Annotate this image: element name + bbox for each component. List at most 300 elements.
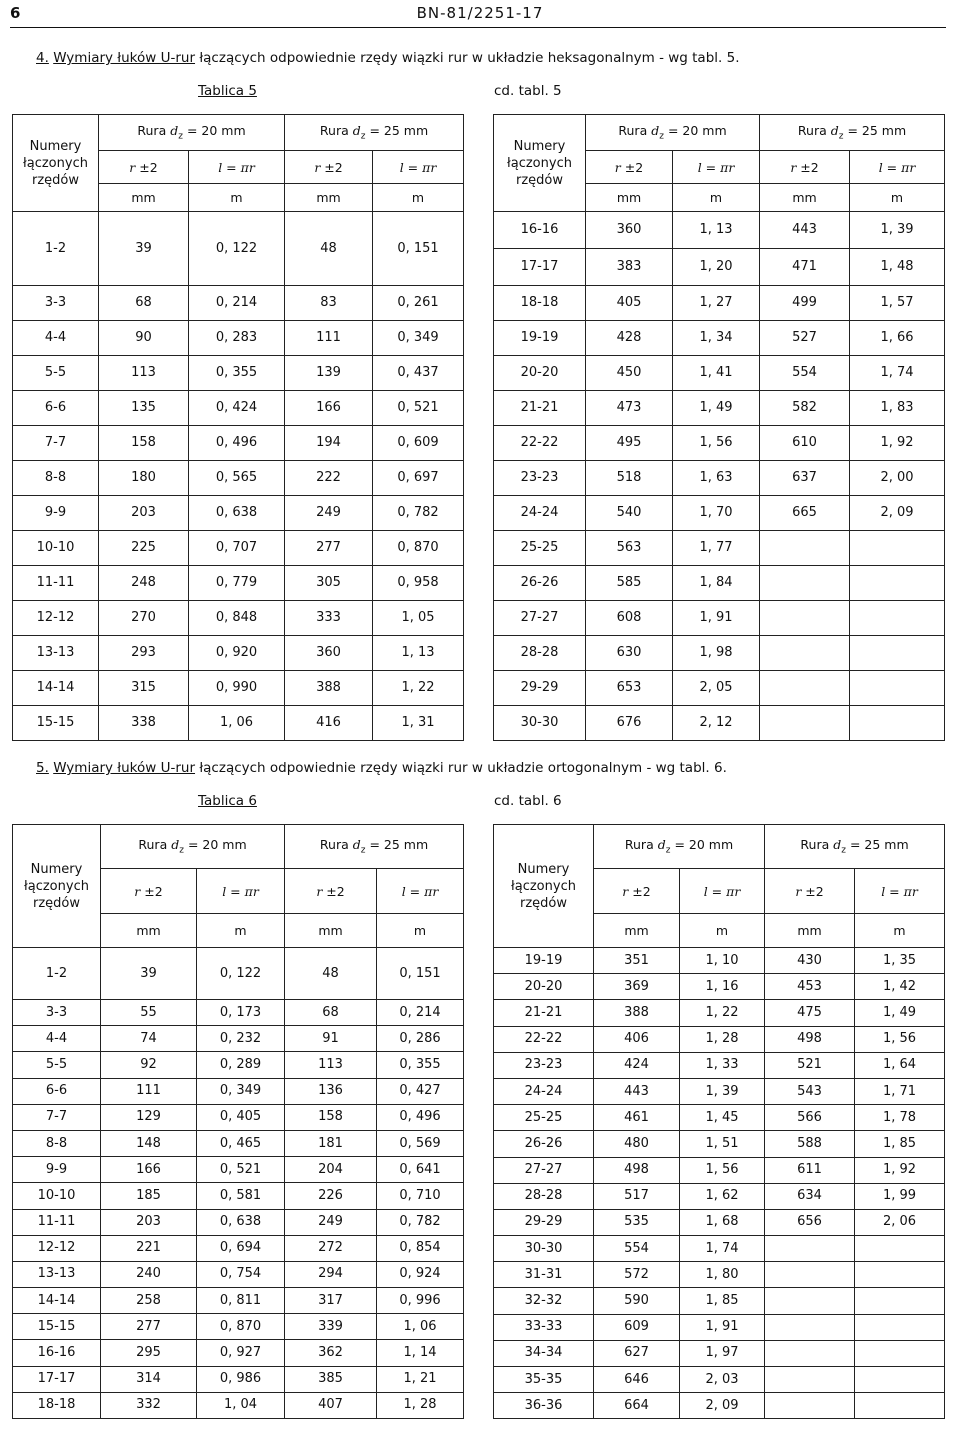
cell-l25: 1, 35: [855, 948, 945, 974]
header-row-label: Numery łączonych rzędów: [494, 825, 594, 948]
cell-r20: 495: [586, 426, 673, 461]
table-row: [494, 1262, 945, 1288]
cell-r20: 480: [594, 1131, 680, 1157]
cell-l25: 1, 21: [377, 1366, 464, 1392]
cell-l25: 0, 437: [373, 356, 464, 391]
cell-r20: 135: [99, 391, 189, 426]
table-row: [13, 1340, 464, 1366]
table-row: [494, 948, 945, 974]
cell-l25: 0, 569: [377, 1130, 464, 1156]
cell-l20: 1, 34: [673, 321, 760, 356]
cell-r25: 222: [285, 461, 373, 496]
cell-l20: 0, 122: [197, 948, 285, 1000]
cell-r20: 248: [99, 566, 189, 601]
cell-r25: 158: [285, 1104, 377, 1130]
table-row: [494, 1000, 945, 1026]
cell-r25: 656: [765, 1209, 855, 1235]
cell-r20: 428: [586, 321, 673, 356]
header-unit-m: m: [377, 913, 464, 947]
cell-r25: 305: [285, 566, 373, 601]
cell-l20: 1, 56: [680, 1157, 765, 1183]
cell-rows: 24-24: [494, 1078, 594, 1104]
cell-rows: 11-11: [13, 1209, 101, 1235]
cell-r20: 369: [594, 974, 680, 1000]
cell-r25: [765, 1236, 855, 1262]
cell-r20: 55: [101, 1000, 197, 1026]
table-row: [13, 706, 464, 741]
table-5-cont-caption: cd. tabl. 5: [494, 83, 562, 99]
cell-rows: 23-23: [494, 1052, 594, 1078]
table-row: [13, 1366, 464, 1392]
cell-l20: 0, 283: [189, 321, 285, 356]
cell-rows: 26-26: [494, 566, 586, 601]
header-r-25: r ±2: [765, 869, 855, 913]
cell-r20: 406: [594, 1026, 680, 1052]
section-5-title-underlined: Wymiary łuków U-rur: [53, 760, 196, 776]
cell-r25: [765, 1367, 855, 1393]
header-unit-m: m: [197, 913, 285, 947]
cell-l25: 1, 57: [850, 286, 945, 321]
table-6-caption: Tablica 6: [198, 793, 257, 809]
cell-rows: 31-31: [494, 1262, 594, 1288]
cell-r20: 74: [101, 1026, 197, 1052]
cell-rows: 16-16: [13, 1340, 101, 1366]
cell-l20: 1, 41: [673, 356, 760, 391]
cell-l25: 0, 710: [377, 1183, 464, 1209]
cell-r20: 646: [594, 1367, 680, 1393]
cell-l25: [850, 636, 945, 671]
cell-r25: [760, 636, 850, 671]
table-row: [13, 1314, 464, 1340]
cell-l20: 0, 779: [189, 566, 285, 601]
cell-l20: 1, 27: [673, 286, 760, 321]
cell-r25: [760, 601, 850, 636]
table-row: [494, 1340, 945, 1366]
cell-r20: 332: [101, 1392, 197, 1418]
cell-l25: [850, 671, 945, 706]
header-pipe-25: Rura $d_z = 25$ mm: [285, 115, 464, 151]
cell-r20: 518: [586, 461, 673, 496]
cell-r25: [765, 1393, 855, 1419]
cell-r25: 634: [765, 1183, 855, 1209]
cell-r20: 225: [99, 531, 189, 566]
cell-rows: 5-5: [13, 1052, 101, 1078]
cell-r25: 582: [760, 391, 850, 426]
cell-r20: 315: [99, 671, 189, 706]
header-pipe-20: Rura $d_z = 20$ mm: [594, 825, 765, 869]
header-pipe-20: Rura $d_z = 20$ mm: [101, 825, 285, 869]
cell-l20: 1, 45: [680, 1105, 765, 1131]
cell-r20: 351: [594, 948, 680, 974]
table-6-left: [12, 824, 464, 1419]
cell-l20: 0, 496: [189, 426, 285, 461]
cell-l25: 1, 56: [855, 1026, 945, 1052]
header-unit-mm: mm: [285, 183, 373, 211]
cell-l20: 2, 12: [673, 706, 760, 741]
cell-l25: 0, 782: [377, 1209, 464, 1235]
table-row: [494, 496, 945, 531]
cell-r20: 166: [101, 1157, 197, 1183]
header-pipe-20: Rura $d_z = 20$ mm: [586, 115, 760, 151]
cell-l20: 0, 694: [197, 1235, 285, 1261]
cell-l25: 2, 09: [850, 496, 945, 531]
cell-rows: 35-35: [494, 1367, 594, 1393]
cell-r20: 450: [586, 356, 673, 391]
header-l-20: l = πr: [197, 869, 285, 913]
header-unit-mm: mm: [99, 183, 189, 211]
cell-r20: 113: [99, 356, 189, 391]
cell-l25: 1, 05: [373, 601, 464, 636]
table-5-left: [12, 114, 464, 741]
header-pipe-20: Rura $d_z = 20$ mm: [99, 115, 285, 151]
cell-l25: 0, 641: [377, 1157, 464, 1183]
table-row: [13, 1209, 464, 1235]
cell-l20: 0, 581: [197, 1183, 285, 1209]
cell-r25: 611: [765, 1157, 855, 1183]
table-row: [13, 1261, 464, 1287]
cell-r25: 471: [760, 249, 850, 286]
header-r-20: r ±2: [594, 869, 680, 913]
cell-l25: 1, 06: [377, 1314, 464, 1340]
cell-r20: 609: [594, 1314, 680, 1340]
cell-r25: 249: [285, 1209, 377, 1235]
cell-r25: [765, 1288, 855, 1314]
cell-r20: 664: [594, 1393, 680, 1419]
table-row: [494, 286, 945, 321]
table-row: [13, 1026, 464, 1052]
table-row: [494, 1026, 945, 1052]
table-row: [13, 461, 464, 496]
cell-l25: 1, 71: [855, 1078, 945, 1104]
table-row: [494, 566, 945, 601]
cell-l20: 2, 03: [680, 1367, 765, 1393]
cell-l25: 1, 92: [855, 1157, 945, 1183]
cell-l25: 1, 22: [373, 671, 464, 706]
cell-rows: 33-33: [494, 1314, 594, 1340]
cell-r25: 475: [765, 1000, 855, 1026]
cell-l20: 0, 811: [197, 1288, 285, 1314]
cell-l25: [855, 1393, 945, 1419]
cell-rows: 22-22: [494, 426, 586, 461]
cell-l20: 1, 28: [680, 1026, 765, 1052]
cell-rows: 19-19: [494, 948, 594, 974]
cell-rows: 1-2: [13, 948, 101, 1000]
cell-rows: 6-6: [13, 1078, 101, 1104]
header-r-25: r ±2: [285, 151, 373, 183]
cell-l20: 1, 74: [680, 1236, 765, 1262]
table-row: [494, 1393, 945, 1419]
table-row: [13, 1157, 464, 1183]
cell-l25: 1, 49: [855, 1000, 945, 1026]
cell-r25: 194: [285, 426, 373, 461]
cell-l25: 0, 214: [377, 1000, 464, 1026]
cell-r25: 277: [285, 531, 373, 566]
cell-r20: 258: [101, 1288, 197, 1314]
cell-r25: 566: [765, 1105, 855, 1131]
cell-rows: 22-22: [494, 1026, 594, 1052]
section-4-title-rest: łączących odpowiednie rzędy wiązki rur w układzie heksagonalnym - wg tabl. 5.: [195, 50, 740, 66]
cell-l20: 1, 91: [673, 601, 760, 636]
table-row: [13, 1392, 464, 1418]
cell-r20: 554: [594, 1236, 680, 1262]
cell-r20: 627: [594, 1340, 680, 1366]
cell-rows: 14-14: [13, 671, 99, 706]
header-pipe-25: Rura $d_z = 25$ mm: [760, 115, 945, 151]
cell-r20: 240: [101, 1261, 197, 1287]
cell-rows: 7-7: [13, 426, 99, 461]
cell-l20: 0, 355: [189, 356, 285, 391]
cell-r20: 676: [586, 706, 673, 741]
cell-r20: 295: [101, 1340, 197, 1366]
cell-l20: 0, 638: [197, 1209, 285, 1235]
cell-l25: [855, 1236, 945, 1262]
table-row: [13, 1052, 464, 1078]
table-row: [13, 1235, 464, 1261]
table-row: [494, 1052, 945, 1078]
cell-r25: 91: [285, 1026, 377, 1052]
cell-r20: 563: [586, 531, 673, 566]
header-unit-mm: mm: [101, 913, 197, 947]
cell-r25: 249: [285, 496, 373, 531]
header-l-25: l = πr: [377, 869, 464, 913]
cell-l20: 1, 63: [673, 461, 760, 496]
cell-r25: [760, 671, 850, 706]
header-unit-m: m: [673, 183, 760, 211]
cell-r25: 68: [285, 1000, 377, 1026]
header-r-25: r ±2: [760, 151, 850, 183]
cell-r25: 339: [285, 1314, 377, 1340]
cell-l25: 1, 48: [850, 249, 945, 286]
header-r-20: r ±2: [101, 869, 197, 913]
cell-l25: 0, 151: [377, 948, 464, 1000]
cell-l25: 0, 924: [377, 1261, 464, 1287]
table-row: [13, 1183, 464, 1209]
table-row: [494, 321, 945, 356]
cell-rows: 3-3: [13, 286, 99, 321]
cell-l25: [855, 1288, 945, 1314]
cell-l20: 0, 986: [197, 1366, 285, 1392]
header-row-label: Numery łączonych rzędów: [494, 115, 586, 212]
cell-l25: 1, 92: [850, 426, 945, 461]
cell-rows: 1-2: [13, 212, 99, 286]
cell-l20: 2, 09: [680, 1393, 765, 1419]
cell-l20: 0, 232: [197, 1026, 285, 1052]
cell-rows: 24-24: [494, 496, 586, 531]
cell-rows: 10-10: [13, 1183, 101, 1209]
header-l-25: l = πr: [855, 869, 945, 913]
cell-r20: 517: [594, 1183, 680, 1209]
cell-l25: 0, 521: [373, 391, 464, 426]
table-row: [494, 1183, 945, 1209]
cell-l20: 0, 405: [197, 1104, 285, 1130]
cell-r25: 139: [285, 356, 373, 391]
cell-l20: 0, 173: [197, 1000, 285, 1026]
cell-r20: 129: [101, 1104, 197, 1130]
cell-l20: 1, 16: [680, 974, 765, 1000]
cell-l20: 1, 04: [197, 1392, 285, 1418]
header-r-20: r ±2: [99, 151, 189, 183]
cell-r20: 39: [99, 212, 189, 286]
table-row: [494, 1236, 945, 1262]
section-5-title-rest: łączących odpowiednie rzędy wiązki rur w układzie ortogonalnym - wg tabl. 6.: [195, 760, 727, 776]
cell-r25: 272: [285, 1235, 377, 1261]
cell-rows: 26-26: [494, 1131, 594, 1157]
cell-rows: 9-9: [13, 1157, 101, 1183]
table-row: [13, 391, 464, 426]
header-l-20: l = πr: [680, 869, 765, 913]
cell-r25: 388: [285, 671, 373, 706]
cell-l20: 0, 289: [197, 1052, 285, 1078]
cell-l20: 1, 10: [680, 948, 765, 974]
cell-l25: [855, 1340, 945, 1366]
cell-r25: 527: [760, 321, 850, 356]
cell-rows: 20-20: [494, 974, 594, 1000]
cell-l25: 1, 31: [373, 706, 464, 741]
cell-rows: 18-18: [494, 286, 586, 321]
table-row: [494, 249, 945, 286]
table-row: [494, 1209, 945, 1235]
table-row: [494, 1157, 945, 1183]
cell-rows: 4-4: [13, 321, 99, 356]
cell-r20: 590: [594, 1288, 680, 1314]
cell-l25: 1, 28: [377, 1392, 464, 1418]
table-row: [494, 1105, 945, 1131]
cell-l20: 0, 870: [197, 1314, 285, 1340]
table-row: [494, 1288, 945, 1314]
table-6-right: [493, 824, 945, 1419]
cell-r25: [760, 531, 850, 566]
cell-r25: 665: [760, 496, 850, 531]
header-row-label: Numery łączonych rzędów: [13, 115, 99, 212]
cell-r20: 314: [101, 1366, 197, 1392]
table-row: [13, 948, 464, 1000]
cell-r20: 653: [586, 671, 673, 706]
cell-r25: 204: [285, 1157, 377, 1183]
page-header: [0, 0, 960, 26]
cell-r25: [760, 706, 850, 741]
header-r-25: r ±2: [285, 869, 377, 913]
cell-rows: 21-21: [494, 391, 586, 426]
cell-r25: 554: [760, 356, 850, 391]
cell-l20: 1, 20: [673, 249, 760, 286]
cell-rows: 20-20: [494, 356, 586, 391]
cell-l20: 0, 521: [197, 1157, 285, 1183]
table-row: [494, 531, 945, 566]
cell-r25: 113: [285, 1052, 377, 1078]
header-rule: [10, 27, 946, 28]
cell-rows: 8-8: [13, 461, 99, 496]
page-number: 6: [10, 4, 21, 22]
cell-l25: 2, 06: [855, 1209, 945, 1235]
cell-l20: 0, 707: [189, 531, 285, 566]
cell-l25: 1, 99: [855, 1183, 945, 1209]
header-unit-m: m: [680, 913, 765, 947]
cell-l20: 0, 848: [189, 601, 285, 636]
table-row: [13, 1288, 464, 1314]
cell-l25: [855, 1367, 945, 1393]
table-row: [494, 974, 945, 1000]
cell-l20: 1, 62: [680, 1183, 765, 1209]
cell-l25: 0, 349: [373, 321, 464, 356]
cell-r20: 221: [101, 1235, 197, 1261]
cell-r25: 333: [285, 601, 373, 636]
header-unit-m: m: [373, 183, 464, 211]
cell-l20: 1, 39: [680, 1078, 765, 1104]
table-row: [13, 1000, 464, 1026]
header-unit-mm: mm: [765, 913, 855, 947]
cell-l25: 1, 14: [377, 1340, 464, 1366]
cell-r20: 148: [101, 1130, 197, 1156]
cell-rows: 15-15: [13, 1314, 101, 1340]
cell-r20: 473: [586, 391, 673, 426]
table-row: [13, 1078, 464, 1104]
section-5-heading: [36, 760, 727, 776]
cell-l25: [850, 601, 945, 636]
table-row: [13, 671, 464, 706]
table-row: [13, 566, 464, 601]
cell-r25: 136: [285, 1078, 377, 1104]
cell-r25: 416: [285, 706, 373, 741]
table-row: [494, 391, 945, 426]
cell-rows: 29-29: [494, 1209, 594, 1235]
cell-l20: 1, 70: [673, 496, 760, 531]
table-row: [494, 636, 945, 671]
table-row: [494, 212, 945, 249]
cell-r20: 405: [586, 286, 673, 321]
cell-rows: 9-9: [13, 496, 99, 531]
cell-r25: 453: [765, 974, 855, 1000]
cell-rows: 25-25: [494, 1105, 594, 1131]
cell-l25: [855, 1262, 945, 1288]
cell-l25: 0, 355: [377, 1052, 464, 1078]
cell-l25: 1, 64: [855, 1052, 945, 1078]
cell-rows: 32-32: [494, 1288, 594, 1314]
cell-l20: 1, 91: [680, 1314, 765, 1340]
cell-l20: 2, 05: [673, 671, 760, 706]
cell-rows: 13-13: [13, 1261, 101, 1287]
cell-r20: 39: [101, 948, 197, 1000]
cell-r25: 166: [285, 391, 373, 426]
cell-r20: 498: [594, 1157, 680, 1183]
cell-rows: 23-23: [494, 461, 586, 496]
cell-r25: 443: [760, 212, 850, 249]
cell-l25: 1, 13: [373, 636, 464, 671]
table-row: [13, 531, 464, 566]
cell-l20: 0, 638: [189, 496, 285, 531]
cell-l25: [850, 706, 945, 741]
cell-l25: 1, 74: [850, 356, 945, 391]
cell-rows: 13-13: [13, 636, 99, 671]
cell-r25: 385: [285, 1366, 377, 1392]
cell-rows: 29-29: [494, 671, 586, 706]
cell-r20: 443: [594, 1078, 680, 1104]
cell-l20: 0, 927: [197, 1340, 285, 1366]
cell-r20: 608: [586, 601, 673, 636]
cell-r25: 48: [285, 212, 373, 286]
cell-l20: 1, 77: [673, 531, 760, 566]
cell-rows: 4-4: [13, 1026, 101, 1052]
cell-r25: 294: [285, 1261, 377, 1287]
cell-l20: 1, 56: [673, 426, 760, 461]
cell-l20: 0, 465: [197, 1130, 285, 1156]
table-row: [494, 671, 945, 706]
cell-r25: 181: [285, 1130, 377, 1156]
cell-l25: 2, 00: [850, 461, 945, 496]
cell-l20: 0, 920: [189, 636, 285, 671]
cell-r25: 588: [765, 1131, 855, 1157]
cell-l25: 0, 286: [377, 1026, 464, 1052]
cell-r20: 270: [99, 601, 189, 636]
